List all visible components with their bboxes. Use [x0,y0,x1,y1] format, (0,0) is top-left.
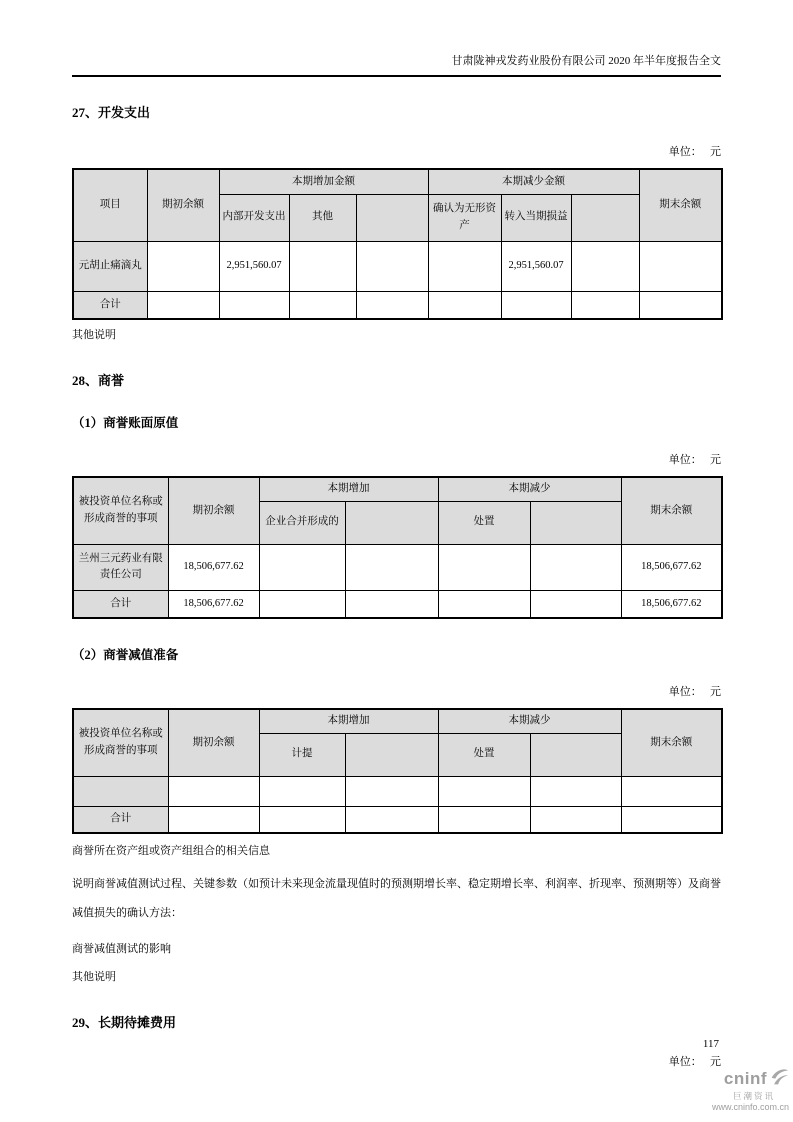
note-asset-group-info: 商誉所在资产组或资产组组合的相关信息 [72,845,270,857]
goodwill-impairment-table [72,708,723,834]
note-other-goodwill: 其他说明 [72,971,116,983]
col-group-decrease: 本期减少 [438,709,621,733]
unit-label-28-1: 单位： 元 [668,454,721,466]
report-title: 甘肃陇神戎发药业股份有限公司 2020 年半年度报告全文 [451,55,721,67]
col-group-increase: 本期增加 [259,477,438,501]
cninfo-logo-text: cninf [723,1068,767,1088]
col-group-increase: 本期增加 [259,709,438,733]
col-group-decrease: 本期减少 [438,477,621,501]
cell-opening: 18,506,677.62 [168,544,259,590]
col-header-blank [530,733,621,776]
col-header-blank [345,501,438,544]
col-header-other: 其他 [289,194,356,241]
col-header-closing: 期末余额 [639,169,722,241]
note-other-dev: 其他说明 [72,329,116,341]
cell-internal-dev: 2,951,560.07 [219,241,289,291]
col-header-transfer-pl: 转入当期损益 [501,194,571,241]
col-group-decrease: 本期减少金额 [428,169,639,194]
col-header-disposal: 处置 [438,501,530,544]
cninfo-swoosh-icon [769,1068,789,1091]
total-label: 合计 [73,590,168,618]
col-group-increase: 本期增加金额 [219,169,428,194]
dev-expenditure-table [72,168,723,320]
col-header-investee: 被投资单位名称或形成商誉的事项 [73,709,168,776]
table-total-row [73,806,722,833]
total-label: 合计 [73,806,168,833]
total-closing: 18,506,677.62 [621,590,722,618]
table-row [73,241,722,291]
note-impairment-effect: 商誉减值测试的影响 [72,943,171,955]
cninfo-logo [693,1068,789,1113]
cell-other [289,241,356,291]
cninfo-logo-chinese: 巨潮资讯 [732,1090,775,1101]
col-header-investee: 被投资单位名称或形成商誉的事项 [73,477,168,544]
table-row [73,544,722,590]
row-investee-blank [73,776,168,806]
unit-label-29: 单位： 元 [668,1056,721,1068]
total-opening: 18,506,677.62 [168,590,259,618]
unit-label-27: 单位： 元 [668,146,721,158]
col-header-formed-by-merger: 企业合并形成的 [259,501,345,544]
col-header-item: 项目 [73,169,147,241]
cell-blank [356,241,428,291]
col-header-opening: 期初余额 [168,477,259,544]
cell-recognized [428,241,501,291]
col-header-opening: 期初余额 [168,709,259,776]
col-header-blank [345,733,438,776]
col-header-internal-dev: 内部开发支出 [219,194,289,241]
goodwill-cost-table [72,476,723,619]
section-title-28: 28、商誉 [72,373,125,388]
table-total-row [73,590,722,618]
col-header-closing: 期末余额 [621,709,722,776]
col-header-blank [571,194,639,241]
col-header-blank [356,194,428,241]
page-number: 117 [702,1038,719,1050]
cell-opening [147,241,219,291]
cell-transfer-pl: 2,951,560.07 [501,241,571,291]
col-header-closing: 期末余额 [621,477,722,544]
note-impairment-process: 说明商誉减值测试过程、关键参数（如预计未来现金流量现值时的预测期增长率、稳定期增长率、利润率、折现率、预测期等）及商誉减值损失的确认方法： [72,878,721,919]
row-investee-name: 兰州三元药业有限责任公司 [73,544,168,590]
col-header-blank [530,501,621,544]
section-title-29: 29、长期待摊费用 [72,1015,177,1030]
cell-closing: 18,506,677.62 [621,544,722,590]
subsection-title-28-2: （2）商誉减值准备 [72,648,179,662]
table-row [73,776,722,806]
table-total-row [73,291,722,319]
col-header-disposal: 处置 [438,733,530,776]
col-header-accrual: 计提 [259,733,345,776]
row-item-name: 元胡止痛滴丸 [73,241,147,291]
subsection-title-28-1: （1）商誉账面原值 [72,416,179,430]
section-title-27: 27、开发支出 [72,105,151,120]
col-header-opening: 期初余额 [147,169,219,241]
page-header [72,0,721,77]
col-header-recognized-intangible: 确认为无形资产 [428,194,501,241]
cell-closing [639,241,722,291]
cninfo-logo-url: www.cninfo.com.cn [711,1101,789,1112]
total-label: 合计 [73,291,147,319]
unit-label-28-2: 单位： 元 [668,686,721,698]
cell-blank [571,241,639,291]
